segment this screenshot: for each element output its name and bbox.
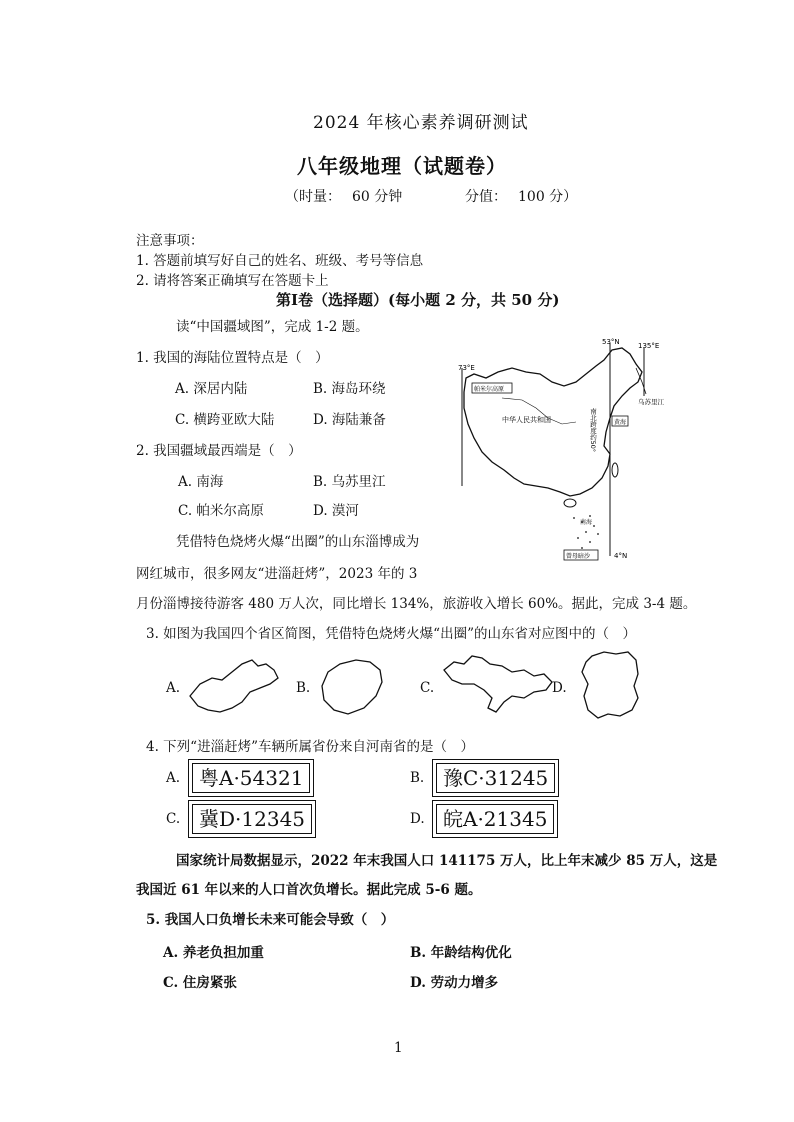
passage56-line2: 我国近 61 年以来的人口首次负增长。据此完成 5-6 题。 [136,882,482,898]
taiwan-island [612,463,618,477]
section-title: 第Ⅰ卷（选择题）(每小题 2 分，共 50 分) [276,291,560,309]
q5-option-a[interactable]: A. 养老负担加重 [163,945,264,961]
label-south-north-span: 南北跨度约50° [589,408,597,453]
q4-option-c[interactable]: C. [166,811,181,827]
q3-option-a[interactable]: A. [166,680,181,696]
q3-option-b[interactable]: B. [296,680,311,696]
q3-stem: 3. 如图为我国四个省区简图，凭借特色烧烤火爆“出圈”的山东省对应图中的（ ） [146,626,636,642]
label-zengmu: 曾母暗沙 [566,553,591,560]
subject-title: 八年级地理（试题卷） [297,154,507,178]
passage34-line2: 网红城市，很多网友“进淄赶烤”，2023 年的 3 [136,566,418,582]
hainan-island [564,499,576,507]
label-prc: 中华人民共和国 [502,416,551,424]
q1-stem: 1. 我国的海陆位置特点是（ ） [136,350,329,366]
q1-option-d[interactable]: D. 海陆兼备 [313,412,386,428]
label-73e: 73°E [458,364,475,372]
province-a-shape[interactable] [186,656,286,716]
score-value: 100 分） [518,189,578,205]
label-wusuli: 乌苏里江 [638,398,664,406]
q1-option-b[interactable]: B. 海岛环绕 [313,381,386,397]
q4-option-d[interactable]: D. [410,811,425,827]
notes-title: 注意事项： [136,233,204,249]
score-label: 分值： [465,189,507,205]
plate-c[interactable]: 冀D·12345 [192,804,312,834]
q4-option-b[interactable]: B. [410,770,425,786]
province-b-shape[interactable] [314,656,386,716]
exam-title: 2024 年核心素养调研测试 [313,113,529,133]
passage34-line1: 凭借特色烧烤火爆“出圈”的山东淄博成为 [176,534,420,550]
label-nanhai: 南海 [580,519,593,526]
note-item: 1. 答题前填写好自己的姓名、班级、考号等信息 [136,253,424,269]
label-huanghai: 黄海 [614,419,627,426]
section-intro: 读“中国疆域图”，完成 1-2 题。 [176,319,369,335]
q4-option-a[interactable]: A. [166,770,181,786]
plate-b[interactable]: 豫C·31245 [436,763,555,793]
note-item: 2. 请将答案正确填写在答题卡上 [136,273,329,289]
q2-option-a[interactable]: A. 南海 [178,474,224,490]
page-number: 1 [394,1040,403,1056]
province-c-shape[interactable] [438,650,558,716]
plate-a[interactable]: 粤A·54321 [192,763,310,793]
q5-stem: 5. 我国人口负增长未来可能会导致（ ） [146,912,395,928]
passage56-line1: 国家统计局数据显示，2022 年末我国人口 141175 万人，比上年末减少 85 万人，这是 [176,853,718,869]
q5-option-c[interactable]: C. 住房紧张 [163,975,237,991]
q2-stem: 2. 我国疆域最西端是（ ） [136,443,302,459]
q5-option-b[interactable]: B. 年龄结构优化 [410,945,512,961]
q3-option-c[interactable]: C. [420,680,435,696]
time-value: 60 分钟 [352,189,403,205]
label-4n: 4°N [614,552,628,560]
plate-d[interactable]: 皖A·21345 [436,804,554,834]
q4-stem: 4. 下列“进淄赶烤”车辆所属省份来自河南省的是（ ） [146,739,474,755]
q1-option-a[interactable]: A. 深居内陆 [175,381,248,397]
china-territory-map [452,338,672,568]
q2-option-b[interactable]: B. 乌苏里江 [313,474,386,490]
q3-option-d[interactable]: D. [552,680,567,696]
q2-option-c[interactable]: C. 帕米尔高原 [178,503,264,519]
q2-option-d[interactable]: D. 漠河 [313,503,359,519]
label-135e: 135°E [638,342,660,350]
province-d-shape[interactable] [578,648,644,720]
label-53n: 53°N [602,338,620,346]
q1-option-c[interactable]: C. 横跨亚欧大陆 [175,412,275,428]
passage34-line3: 月份淄博接待游客 480 万人次，同比增长 134%，旅游收入增长 60%。据此，完成 3-4 题。 [136,596,697,612]
label-pamir: 帕米尔高原 [474,386,505,393]
time-label: （时量： [285,189,341,205]
q5-option-d[interactable]: D. 劳动力增多 [410,975,499,991]
